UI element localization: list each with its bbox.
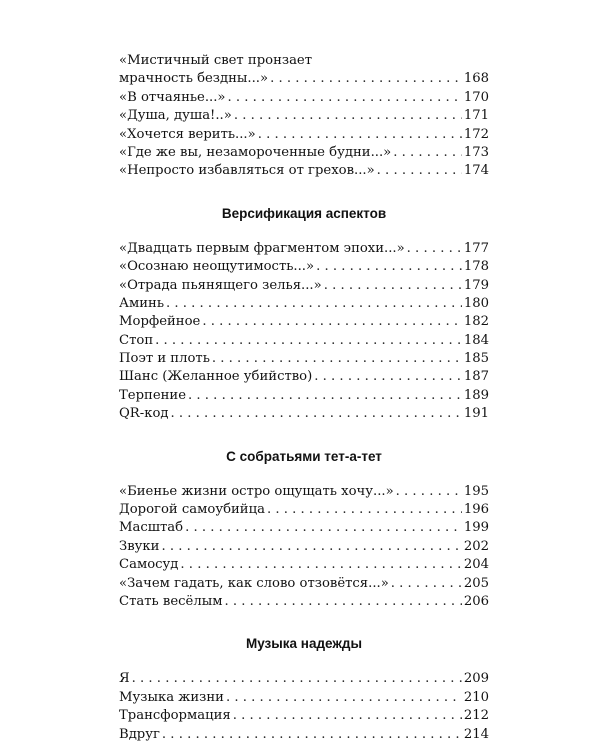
toc-entry-title: «Зачем гадать, как слово отзовётся...» [119,575,389,591]
toc-entry-title: «Непросто избавляться от грехов...» [119,163,375,179]
dot-leader [316,258,462,276]
toc-entry-title: «В отчаянье...» [119,89,226,105]
toc-entry-title: Морфейное [119,314,201,330]
toc-entry [119,405,489,423]
toc-entry [119,144,489,162]
dot-leader [226,689,462,707]
toc-entry-title: «Где же вы, незамороченные будни...» [119,144,392,160]
toc-entry-title: «Осознаю неощутимость...» [119,259,315,275]
table-of-contents [119,52,489,744]
toc-entry-page: 187 [463,369,489,385]
toc-entry [119,70,489,88]
section-heading: С собратьями тет-а-тет [226,448,382,464]
dot-leader [185,519,462,537]
toc-entry-title: «Хочется верить...» [119,126,256,142]
toc-entry [119,162,489,180]
dot-leader [324,277,462,295]
toc-entry-page: 173 [463,144,489,160]
dot-leader [132,670,462,688]
toc-entry [119,556,489,574]
dot-leader [407,240,462,258]
toc-entry-page: 168 [463,71,489,87]
toc-entry-page: 180 [463,295,489,311]
toc-entry-title: Стать весёлым [119,593,223,609]
dot-leader [212,350,462,368]
toc-entry [119,332,489,350]
toc-entry-page: 177 [463,240,489,256]
dot-leader [267,501,462,519]
toc-entry-page: 212 [463,708,489,724]
dot-leader [270,70,462,88]
toc-entry-title: Аминь [119,295,165,311]
dot-leader [258,126,462,144]
toc-entry-title: Масштаб [119,520,184,536]
toc-entry-page: 195 [463,483,489,499]
toc-entry [119,258,489,276]
toc-entry-page: 210 [463,689,489,705]
toc-entry-page: 185 [463,351,489,367]
dot-leader [377,162,462,180]
toc-entry-title: «Двадцать первым фрагментом эпохи...» [119,240,405,256]
toc-entry [119,107,489,125]
toc-entry [119,387,489,405]
toc-entry-page: 184 [463,332,489,348]
toc-entry [119,126,489,144]
toc-entry-title: Дорогой самоубийца [119,502,265,518]
toc-entry [119,726,489,744]
toc-entry [119,593,489,611]
toc-entry-title: «Мистичный свет пронзает [119,53,313,68]
toc-entry-page: 199 [463,520,489,536]
toc-entry [119,575,489,593]
toc-entry-page: 209 [463,671,489,687]
toc-entry-page: 172 [463,126,489,142]
dot-leader [188,387,462,405]
toc-entry-page: 170 [463,89,489,105]
toc-section-music-of-hope [119,670,489,744]
dot-leader [393,144,462,162]
toc-entry [119,277,489,295]
toc-section-fellows [119,483,489,612]
dot-leader [314,368,462,386]
toc-entry-page: 191 [463,406,489,422]
toc-entry [119,519,489,537]
dot-leader [228,89,462,107]
toc-entry-page: 174 [463,163,489,179]
toc-entry-title: QR-код [119,406,169,422]
toc-entry-title: «Отрада пьянящего зелья...» [119,277,322,293]
toc-entry-title: Терпение [119,387,187,403]
toc-entry [119,313,489,331]
toc-entry [119,538,489,556]
section-heading: Версификация аспектов [221,205,387,221]
dot-leader [162,726,462,744]
toc-entry-page: 171 [463,108,489,124]
toc-entry-page: 182 [463,314,489,330]
toc-entry-title: Самосуд [119,557,179,573]
toc-entry [119,89,489,107]
dot-leader [155,332,462,350]
toc-entry [119,501,489,519]
dot-leader [391,575,462,593]
dot-leader [233,707,462,725]
toc-entry-title: Стоп [119,332,154,348]
toc-entry-page: 206 [463,593,489,609]
dot-leader [234,107,462,125]
toc-entry [119,689,489,707]
toc-entry-title: Трансформация [119,708,231,724]
toc-entry [119,295,489,313]
dot-leader [171,405,462,423]
dot-leader [180,556,461,574]
toc-entry-title: мрачность бездны...» [119,71,269,87]
dot-leader [161,538,461,556]
toc-entry-page: 214 [463,726,489,742]
dot-leader [166,295,462,313]
toc-entry-title: Шанс (Желанное убийство) [119,369,313,385]
toc-entry-title: Вдруг [119,726,160,742]
toc-entry-page: 205 [463,575,489,591]
toc-entry [119,483,489,501]
toc-entry [119,350,489,368]
toc-entry-page: 178 [463,259,489,275]
section-heading: Музыка надежды [245,636,363,652]
toc-entry [119,707,489,725]
toc-section-versification [119,240,489,424]
toc-entry-title: «Душа, душа!..» [119,108,232,124]
toc-entry [119,368,489,386]
toc-section-intro [119,52,489,181]
toc-entry-page: 189 [463,387,489,403]
toc-entry-page: 179 [463,277,489,293]
toc-entry-title: Звуки [119,538,160,554]
toc-entry-title: Музыка жизни [119,689,224,705]
toc-entry [119,240,489,258]
toc-entry-title: Поэт и плоть [119,351,210,367]
toc-entry [119,670,489,688]
toc-entry-title-line [119,52,489,70]
toc-entry-page: 202 [463,538,489,554]
dot-leader [224,593,461,611]
dot-leader [396,483,462,501]
dot-leader [202,313,461,331]
toc-entry-page: 196 [463,502,489,518]
toc-entry-title: «Биенье жизни остро ощущать хочу...» [119,483,394,499]
toc-entry-title: Я [119,671,130,687]
toc-entry-page: 204 [463,557,489,573]
